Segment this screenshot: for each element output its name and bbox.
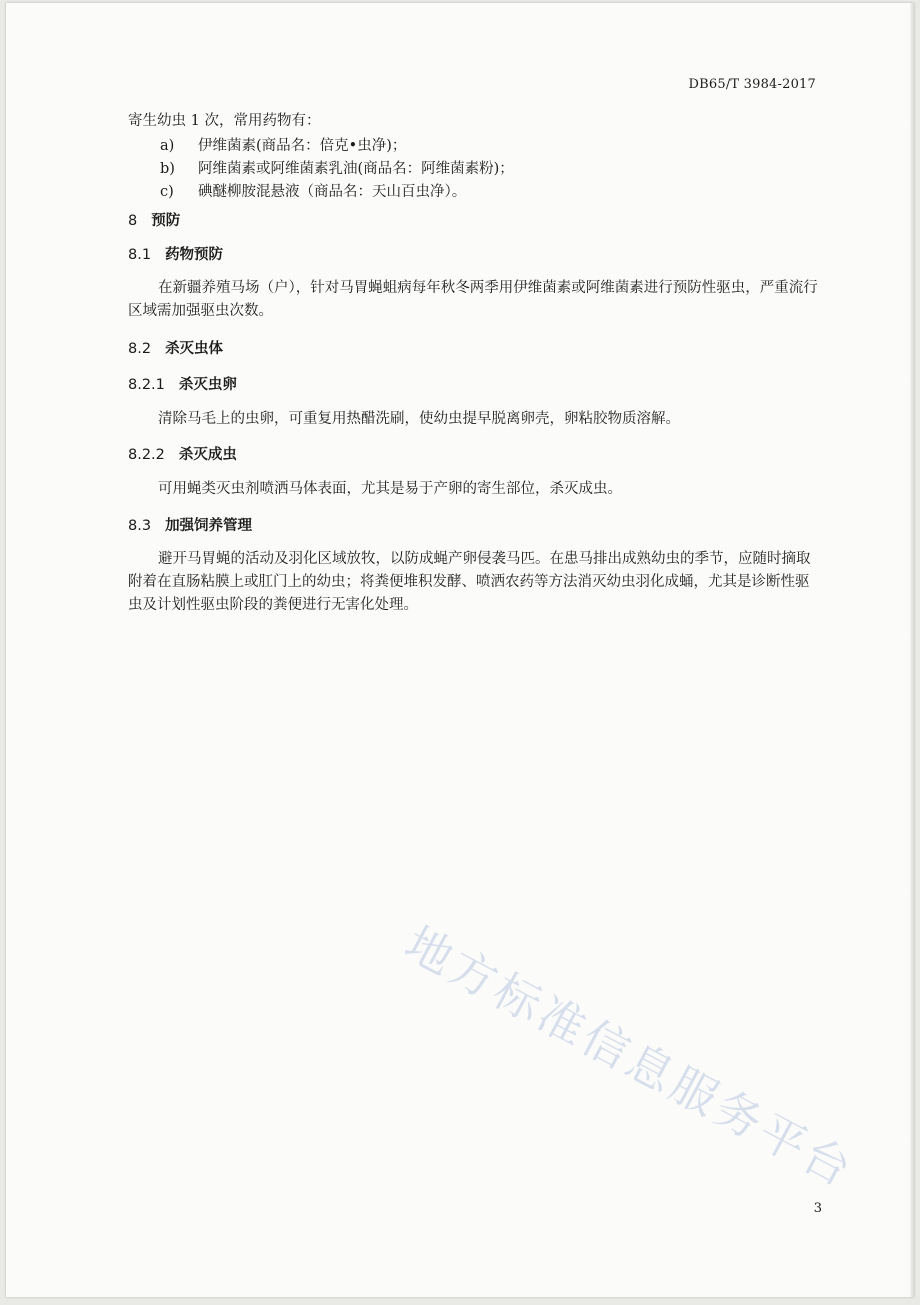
- section-title: 加强饲养管理: [165, 518, 253, 534]
- section-number: 8.3: [128, 518, 152, 534]
- list-text: 碘醚柳胺混悬液（商品名：天山百虫净）。: [198, 184, 467, 200]
- section-8-2-1-heading: [128, 373, 237, 394]
- section-8-3-heading: [128, 514, 252, 535]
- list-text: 阿维菌素或阿维菌素乳油(商品名：阿维菌素粉)；: [198, 161, 514, 177]
- list-marker: c): [160, 184, 174, 200]
- section-8-3-body: 避开马胃蝇的活动及羽化区域放牧，以防成蝇产卵侵袭马匹。在患马排出成熟幼虫的季节，应随时摘取附着在直肠粘膜上或肛门上的幼虫；将粪便堆积发酵、喷洒农药等方法消灭幼虫羽化成蛹，尤其是诊断性驱虫及计划性驱虫阶段的粪便进行无害化处理。: [128, 551, 811, 613]
- watermark: 地方标准信息服务平台: [396, 915, 864, 1199]
- page-number: 3: [813, 1201, 822, 1216]
- section-8-heading: [128, 209, 180, 230]
- section-8-1-heading: [128, 243, 223, 264]
- section-title: 药物预防: [165, 247, 224, 263]
- section-title: 杀灭成虫: [178, 447, 237, 463]
- list-item: [160, 157, 514, 178]
- intro-line: 寄生幼虫 1 次，常用药物有：: [128, 113, 321, 129]
- standard-code: DB65/T 3984-2017: [688, 77, 816, 92]
- section-8-1-body: 在新疆养殖马场（户），针对马胃蝇蛆病每年秋冬两季用伊维菌素或阿维菌素进行预防性驱虫，严重流行区域需加强驱虫次数。: [128, 280, 818, 319]
- section-title: 杀灭虫卵: [178, 377, 237, 393]
- section-number: 8.2: [128, 341, 152, 357]
- list-marker: b): [160, 161, 175, 177]
- section-number: 8.2.2: [128, 447, 165, 463]
- section-title: 预防: [151, 213, 181, 229]
- list-text: 伊维菌素(商品名：倍克•虫净)；: [198, 138, 407, 154]
- section-8-2-2-body: 可用蝇类灭虫剂喷洒马体表面，尤其是易于产卵的寄生部位，杀灭成虫。: [158, 481, 622, 497]
- section-number: 8.1: [128, 247, 152, 263]
- document-page: [6, 3, 914, 1297]
- section-number: 8: [128, 213, 138, 229]
- list-marker: a): [160, 138, 175, 154]
- section-title: 杀灭虫体: [165, 341, 224, 357]
- list-item: [160, 134, 406, 155]
- section-8-2-2-heading: [128, 443, 237, 464]
- section-number: 8.2.1: [128, 377, 165, 393]
- section-8-2-heading: [128, 337, 223, 358]
- section-8-2-1-body: 清除马毛上的虫卵，可重复用热醋洗刷，使幼虫提早脱离卵壳，卵粘胶物质溶解。: [158, 411, 680, 427]
- scan-edge: [910, 3, 914, 1297]
- list-item: [160, 180, 466, 201]
